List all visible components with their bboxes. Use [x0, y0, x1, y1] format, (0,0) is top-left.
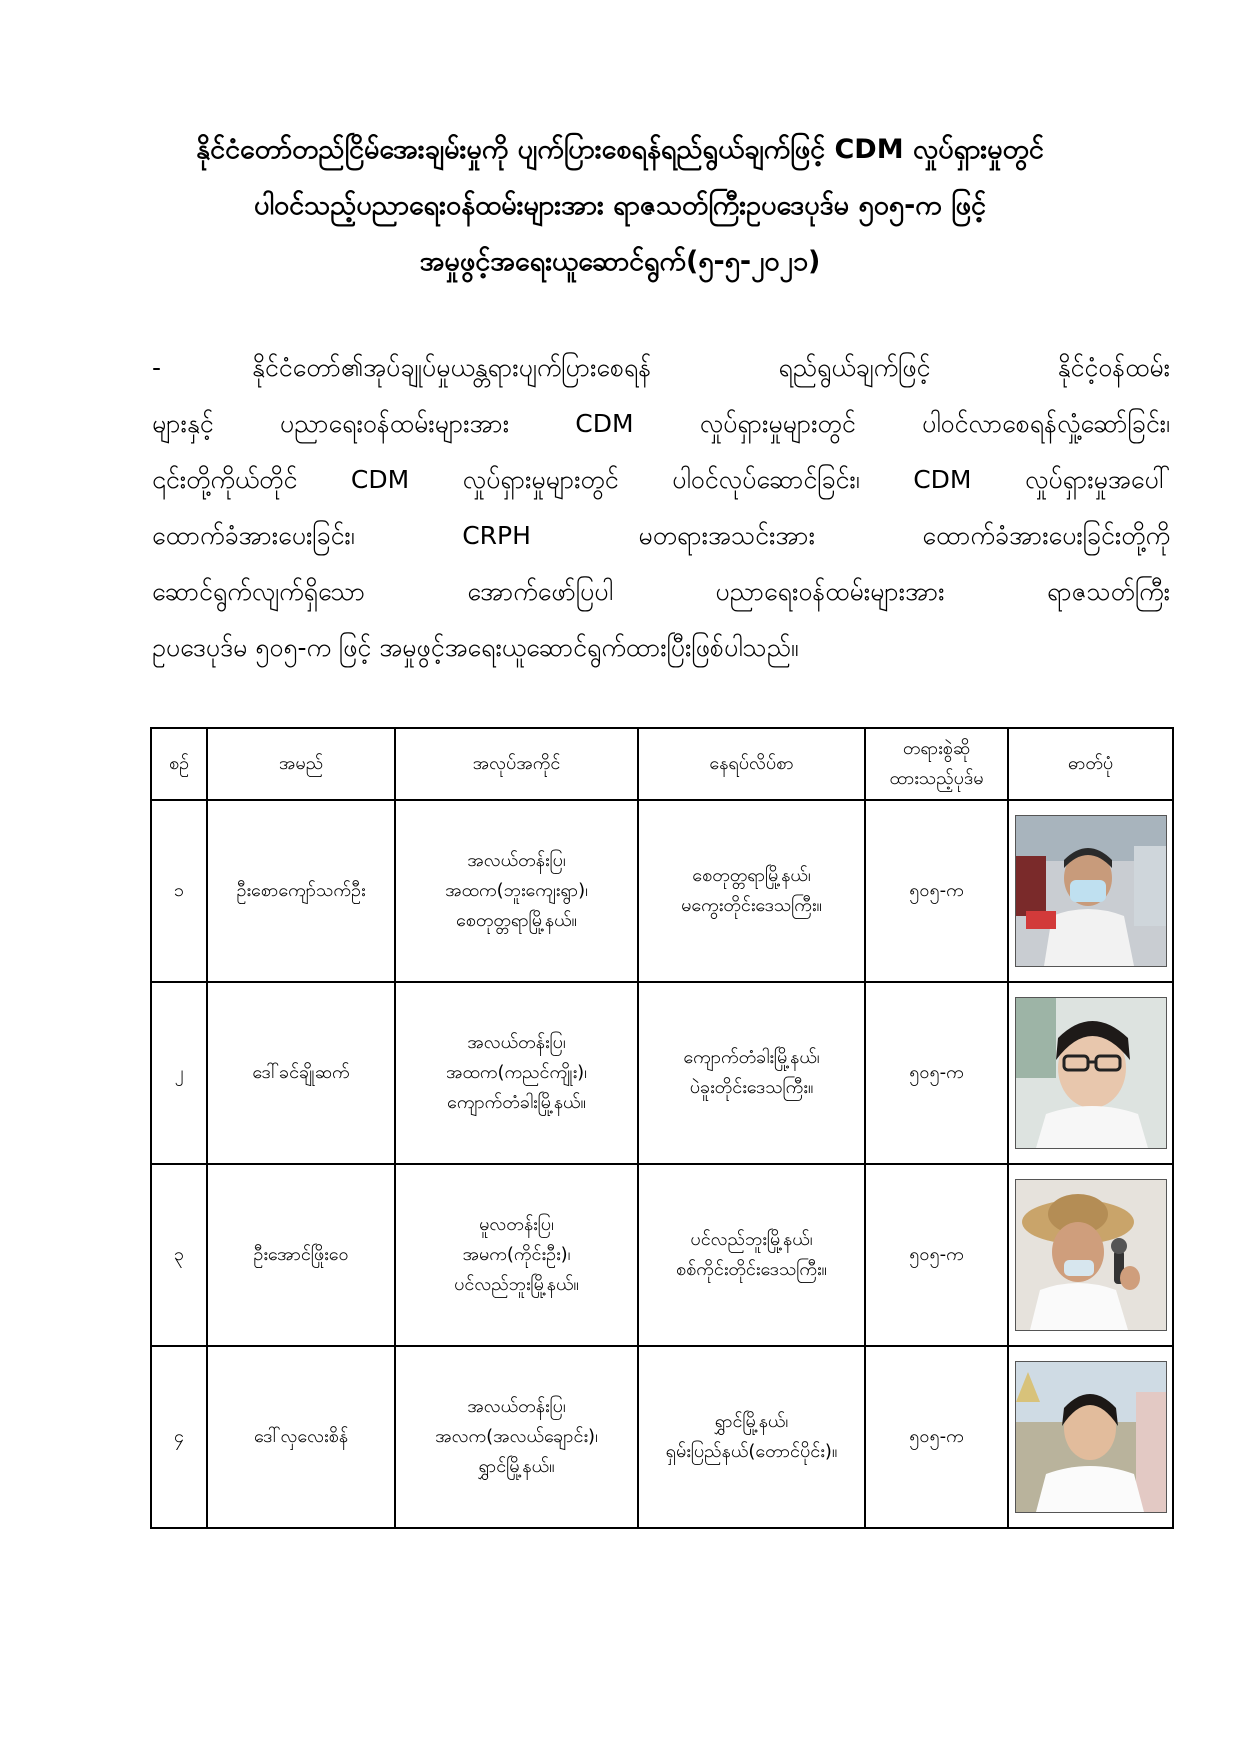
position-line: အမက(ကိုင်းဦး)၊ — [462, 1244, 571, 1265]
position-line: အလယ်တန်းပြ၊ — [467, 1032, 566, 1053]
cell-photo — [1008, 982, 1173, 1164]
position-line: ရွှာင်မြို့နယ်။ — [478, 1456, 555, 1477]
position-line: ကျောက်တံခါးမြို့နယ်။ — [447, 1092, 586, 1113]
address-line: ပင်လည်ဘူးမြို့နယ်၊ — [690, 1229, 813, 1250]
table-header-row — [151, 728, 1173, 800]
paragraph-line-text: နိုင်ငံတော်၏အုပ်ချုပ်မှုယန္တရားပျက်ပြားစေရန် ရည်ရွယ်ချက်ဖြင့် နိုင်ငံ့ဝန်ထမ်း — [252, 353, 1170, 382]
address-line: ရှမ်းပြည်နယ်(တောင်ပိုင်း)။ — [665, 1441, 838, 1462]
header-charge — [865, 728, 1008, 800]
position-line: အထက(ကညင်ကျိုး)၊ — [445, 1062, 588, 1083]
records-table — [150, 727, 1174, 1529]
cell-position — [395, 1346, 638, 1528]
position-line: စေတုတ္တရာမြို့နယ်။ — [455, 910, 577, 931]
person-photo-image — [1016, 998, 1166, 1148]
header-position: အလုပ်အကိုင် — [395, 728, 638, 800]
cell-photo — [1008, 1346, 1173, 1528]
position-line: အလယ်တန်းပြ၊ — [467, 1396, 566, 1417]
paragraph-line: များနှင့် ပညာရေးဝန်ထမ်းများအား CDM လှုပ်ရှားမှုများတွင် ပါဝင်လာစေရန်လှုံ့ဆော်ခြင်း၊ — [152, 409, 1170, 438]
cell-address — [638, 982, 865, 1164]
cell-charge: ၅၀၅-က — [865, 982, 1008, 1164]
address-line: ရွှာင်မြို့နယ်၊ — [714, 1411, 789, 1432]
cell-name: ဒေါ်လှလေးစိန် — [207, 1346, 395, 1528]
address-line: ပဲခူးတိုင်းဒေသကြီး။ — [689, 1077, 814, 1098]
table-row — [151, 800, 1173, 982]
cell-address — [638, 800, 865, 982]
cell-charge: ၅၀၅-က — [865, 1164, 1008, 1346]
person-photo-image — [1016, 816, 1166, 966]
cell-address — [638, 1164, 865, 1346]
address-line: စေတုတ္တရာမြို့နယ်၊ — [692, 865, 811, 886]
paragraph-line: ၎င်းတို့ကိုယ်တိုင် CDM လှုပ်ရှားမှုများတွင် ပါဝင်လုပ်ဆောင်ခြင်း၊ CDM လှုပ်ရှားမှုအပေါ် — [152, 465, 1170, 494]
cell-position — [395, 1164, 638, 1346]
paragraph-dash: - — [152, 353, 162, 382]
table-row — [151, 1164, 1173, 1346]
header-no: စဉ် — [151, 728, 207, 800]
cell-name: ဦးစောကျော်သက်ဦး — [207, 800, 395, 982]
table-row — [151, 1346, 1173, 1528]
header-charge-line-2: ထားသည့်ပုဒ်မ — [889, 768, 984, 789]
address-line: မကွေးတိုင်းဒေသကြီး။ — [681, 895, 822, 916]
title-line-1: နိုင်ငံတော်တည်ငြိမ်အေးချမ်းမှုကို ပျက်ပြားစေရန်ရည်ရွယ်ချက်ဖြင့် CDM လှုပ်ရှားမှုတွင် — [196, 134, 1044, 165]
cell-position — [395, 982, 638, 1164]
cell-charge: ၅၀၅-က — [865, 800, 1008, 982]
position-line: အလယ်တန်းပြ၊ — [467, 850, 566, 871]
cell-address — [638, 1346, 865, 1528]
paragraph-line — [152, 340, 1170, 396]
paragraph-line: ဆောင်ရွက်လျက်ရှိသော အောက်ဖော်ပြပါ ပညာရေးဝန်ထမ်းများအား ရာဇသတ်ကြီး — [152, 577, 1170, 606]
title-line-3: အမှုဖွင့်အရေးယူဆောင်ရွက်(၅-၅-၂၀၂၁) — [419, 246, 821, 277]
person-photo-image — [1016, 1362, 1166, 1512]
header-address: နေရပ်လိပ်စာ — [638, 728, 865, 800]
cell-no: ၄ — [151, 1346, 207, 1528]
position-line: မူလတန်းပြ၊ — [479, 1214, 554, 1235]
position-line: အလက(အလယ်ချောင်း)၊ — [435, 1426, 598, 1447]
header-charge-line-1: တရားစွဲဆို — [902, 738, 971, 759]
title-line-2: ပါဝင်သည့်ပညာရေးဝန်ထမ်းများအား ရာဇသတ်ကြီးဥပဒေပုဒ်မ ၅၀၅-က ဖြင့် — [253, 190, 987, 221]
cell-no: ၁ — [151, 800, 207, 982]
cell-charge: ၅၀၅-က — [865, 1346, 1008, 1528]
address-line: ကျောက်တံခါးမြို့နယ်၊ — [683, 1047, 820, 1068]
person-photo — [1015, 1179, 1167, 1331]
address-line: စစ်ကိုင်းတိုင်းဒေသကြီး။ — [675, 1259, 827, 1280]
paragraph-line: ထောက်ခံအားပေးခြင်း၊ CRPH မတရားအသင်းအား ထောက်ခံအားပေးခြင်းတို့ကို — [152, 521, 1170, 550]
person-photo — [1015, 997, 1167, 1149]
position-line: အထက(ဘူးကျေးရွာ)၊ — [445, 880, 588, 901]
paragraph-line: ဥပဒေပုဒ်မ ၅၀၅-က ဖြင့် အမှုဖွင့်အရေးယူဆောင်ရွက်ထားပြီးဖြစ်ပါသည်။ — [152, 633, 799, 662]
document-title — [120, 122, 1120, 290]
cell-position — [395, 800, 638, 982]
cell-name: ဒေါ်ခင်ချိုဆက် — [207, 982, 395, 1164]
person-photo-image — [1016, 1180, 1166, 1330]
person-photo — [1015, 815, 1167, 967]
cell-no: ၃ — [151, 1164, 207, 1346]
header-name: အမည် — [207, 728, 395, 800]
table-row — [151, 982, 1173, 1164]
header-photo: ဓာတ်ပုံ — [1008, 728, 1173, 800]
cell-photo — [1008, 1164, 1173, 1346]
cell-photo — [1008, 800, 1173, 982]
position-line: ပင်လည်ဘူးမြို့နယ်။ — [454, 1274, 579, 1295]
cell-name: ဦးအောင်ဖြိုးဝေ — [207, 1164, 395, 1346]
cell-no: ၂ — [151, 982, 207, 1164]
person-photo — [1015, 1361, 1167, 1513]
body-paragraph — [152, 340, 1170, 676]
